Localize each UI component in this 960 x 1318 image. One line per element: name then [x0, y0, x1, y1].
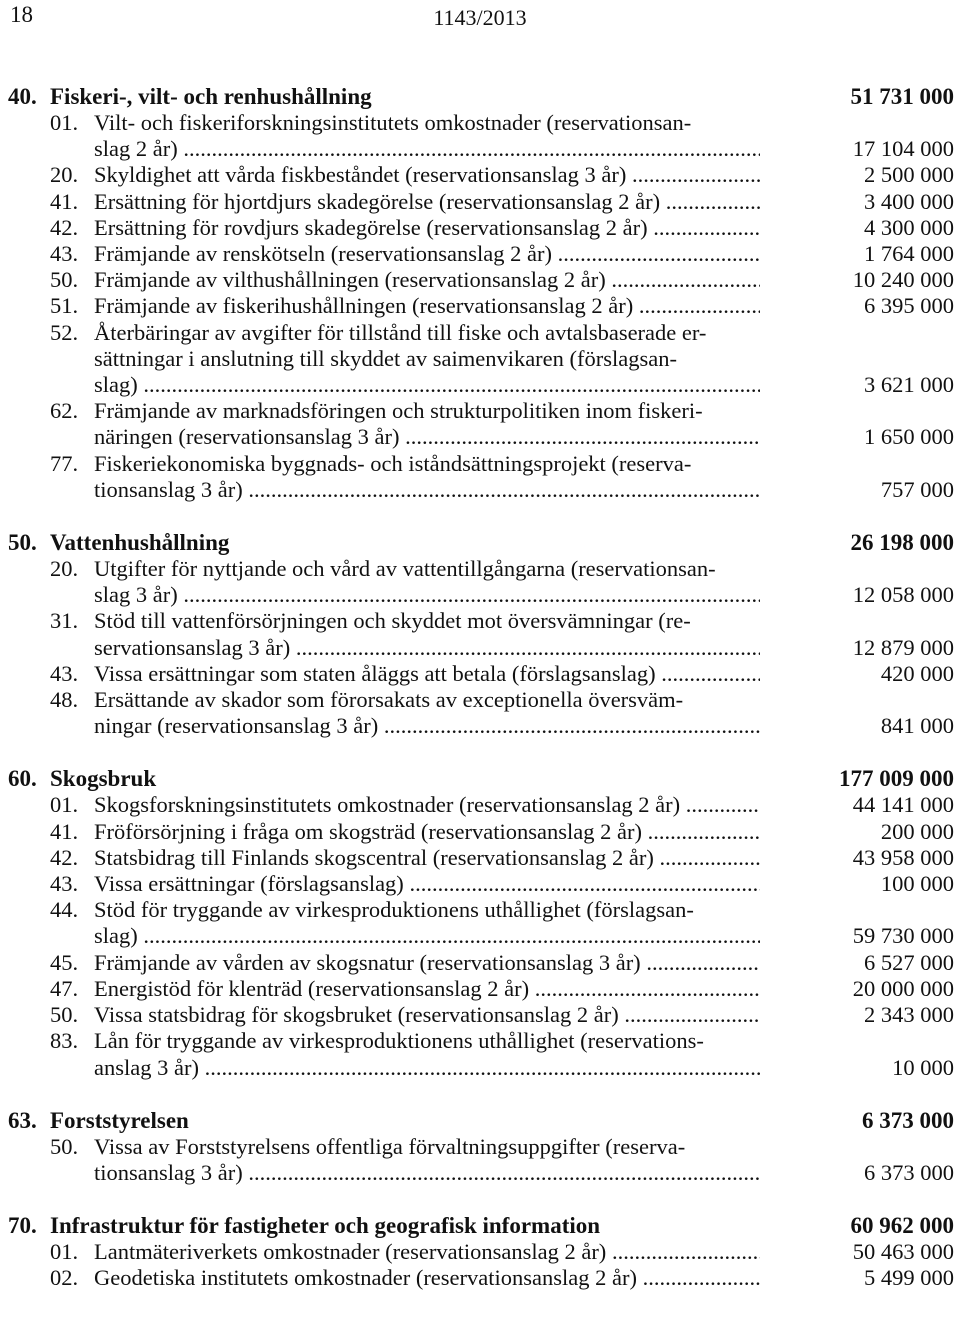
item-number: 20. [50, 556, 79, 582]
section-number: 40. [8, 84, 37, 109]
budget-item [0, 1239, 960, 1265]
budget-item [0, 320, 960, 399]
item-text-line: Vissa ersättningar som staten åläggs att betala (förslagsanslag) ..... [94, 661, 760, 687]
section-amount: 177 009 000 [839, 766, 954, 792]
item-text-line: Vissa statsbidrag för skogsbruket (reservationsanslag 2 år) ..... [94, 1002, 760, 1028]
section-amount: 60 962 000 [850, 1213, 954, 1239]
budget-item [0, 661, 960, 687]
budget-item [0, 1002, 960, 1028]
item-number: 47. [50, 975, 79, 1001]
item-amount: 200 000 [880, 818, 954, 844]
item-amount: 757 000 [880, 476, 954, 502]
budget-item [0, 792, 960, 818]
item-amount: 420 000 [880, 660, 954, 686]
item-number: 51. [50, 293, 79, 319]
item-text-line: Stöd till vattenförsörjningen och skyddet mot översvämningar (re- [94, 608, 691, 634]
budget-item [0, 1134, 960, 1186]
budget-item [0, 845, 960, 871]
item-number: 43. [50, 241, 79, 267]
item-text-line: sättningar i anslutning till skyddet av saimenvikaren (förslagsan- [94, 345, 677, 371]
item-number: 77. [50, 450, 79, 476]
document-id: 1143/2013 [433, 5, 527, 30]
budget-item [0, 1028, 960, 1080]
item-text-line: slag 3 år) ..... [94, 582, 760, 608]
item-amount: 12 058 000 [852, 582, 954, 608]
budget-item [0, 687, 960, 739]
section-number: 63. [8, 1107, 37, 1133]
item-text-line: Vissa av Forststyrelsens offentliga förvaltningsuppgifter (reserva- [94, 1133, 686, 1159]
item-text-line: Statsbidrag till Finlands skogscentral (reservationsanslag 2 år) ..... [94, 845, 760, 871]
item-text-line: anslag 3 år) ..... [94, 1055, 760, 1081]
budget-item [0, 241, 960, 267]
section-title: Vattenhushållning [50, 530, 230, 556]
section-number: 70. [8, 1213, 37, 1239]
item-text-line: Lantmäteriverkets omkostnader (reservationsanslag 2 år) ..... [94, 1239, 760, 1265]
budget-item [0, 398, 960, 450]
item-number: 42. [50, 214, 79, 240]
budget-list [0, 83, 960, 1318]
item-text-line: Vissa ersättningar (förslagsanslag) ..... [94, 871, 760, 897]
item-text-line: Lån för tryggande av virkesproduktionens uthållighet (reservations- [94, 1028, 704, 1054]
item-amount: 43 958 000 [852, 844, 954, 870]
budget-section [0, 765, 960, 1080]
item-text-line: Främjande av fiskerihushållningen (reservationsanslag 2 år) ..... [94, 293, 760, 319]
section-number: 60. [8, 766, 37, 792]
item-text-line: Ersättning för rovdjurs skadegörelse (reservationsanslag 2 år) ..... [94, 215, 760, 241]
item-number: 01. [50, 1239, 79, 1265]
section-heading [0, 765, 960, 792]
budget-section [0, 1212, 960, 1291]
item-amount: 10 000 [892, 1054, 954, 1080]
item-text-line: näringen (reservationsanslag 3 år) ..... [94, 424, 760, 450]
item-text-line: Geodetiska institutets omkostnader (reservationsanslag 2 år) ..... [94, 1265, 760, 1291]
budget-item [0, 950, 960, 976]
page-number: 18 [10, 2, 33, 27]
page-header [0, 0, 960, 40]
item-text-line: Vilt- och fiskeriforskningsinstitutets omkostnader (reservationsan- [94, 110, 692, 135]
item-number: 43. [50, 660, 79, 686]
item-text-line: ningar (reservationsanslag 3 år) ..... [94, 713, 760, 739]
section-amount: 26 198 000 [850, 530, 954, 556]
item-amount: 17 104 000 [852, 136, 954, 162]
item-amount: 3 621 000 [864, 372, 954, 398]
item-text-line: slag 2 år) ..... [94, 136, 760, 162]
budget-item [0, 451, 960, 503]
item-text-line: Främjande av renskötseln (reservationsanslag 2 år) ..... [94, 241, 760, 267]
item-text-line: Utgifter för nyttjande och vård av vattentillgångarna (reservationsan- [94, 556, 716, 582]
budget-section [0, 529, 960, 739]
item-amount: 10 240 000 [852, 267, 954, 293]
item-text-line: Främjande av vilthushållningen (reservationsanslag 2 år) ..... [94, 267, 760, 293]
item-amount: 5 499 000 [864, 1265, 954, 1291]
budget-item [0, 1265, 960, 1291]
budget-item [0, 976, 960, 1002]
item-text-line: tionsanslag 3 år) ..... [94, 1160, 760, 1186]
budget-item [0, 556, 960, 608]
item-text-line: Fröförsörjning i fråga om skogsträd (reservationsanslag 2 år) ..... [94, 819, 760, 845]
item-text-line: Ersättning för hjortdjurs skadegörelse (reservationsanslag 2 år) ..... [94, 189, 760, 215]
section-title: Infrastruktur för fastigheter och geografisk information [50, 1213, 601, 1239]
item-number: 62. [50, 398, 79, 424]
budget-item [0, 608, 960, 660]
section-heading [0, 1212, 960, 1239]
item-amount: 6 395 000 [864, 293, 954, 319]
item-number: 43. [50, 871, 79, 897]
item-amount: 1 764 000 [864, 241, 954, 267]
budget-item [0, 110, 960, 162]
item-number: 48. [50, 687, 79, 713]
item-number: 45. [50, 949, 79, 975]
item-number: 31. [50, 608, 79, 634]
item-number: 20. [50, 162, 79, 188]
item-number: 41. [50, 188, 79, 214]
item-number: 50. [50, 267, 79, 293]
item-amount: 59 730 000 [852, 923, 954, 949]
item-text-line: Energistöd för klenträd (reservationsanslag 2 år) ..... [94, 976, 760, 1002]
item-number: 42. [50, 844, 79, 870]
item-text-line: slag) ..... [94, 372, 760, 398]
item-amount: 3 400 000 [864, 188, 954, 214]
item-text-line: Fiskeriekonomiska byggnads- och iståndsättningsprojekt (reserva- [94, 450, 692, 476]
item-number: 41. [50, 818, 79, 844]
item-amount: 2 343 000 [864, 1002, 954, 1028]
section-heading [0, 83, 960, 110]
item-number: 52. [50, 319, 79, 345]
budget-section [0, 1107, 960, 1186]
section-number: 50. [8, 530, 37, 556]
section-amount: 51 731 000 [850, 84, 954, 109]
item-amount: 6 527 000 [864, 949, 954, 975]
item-number: 02. [50, 1265, 79, 1291]
item-number: 50. [50, 1002, 79, 1028]
section-title: Fiskeri-, vilt- och renhushållning [50, 84, 372, 109]
section-heading [0, 1107, 960, 1134]
budget-item [0, 819, 960, 845]
section-amount: 6 373 000 [862, 1107, 954, 1133]
item-number: 44. [50, 897, 79, 923]
item-number: 83. [50, 1028, 79, 1054]
item-amount: 1 650 000 [864, 424, 954, 450]
item-text-line: Främjande av vården av skogsnatur (reservationsanslag 3 år) ..... [94, 950, 760, 976]
item-amount: 841 000 [880, 713, 954, 739]
section-heading [0, 529, 960, 556]
item-text-line: Stöd för tryggande av virkesproduktionens uthållighet (förslagsan- [94, 897, 694, 923]
item-text-line: servationsanslag 3 år) ..... [94, 635, 760, 661]
item-text-line: Ersättande av skador som förorsakats av exceptionella översväm- [94, 687, 684, 713]
item-amount: 44 141 000 [852, 792, 954, 818]
section-title: Forststyrelsen [50, 1107, 189, 1133]
budget-section [0, 83, 960, 503]
item-text-line: Skogsforskningsinstitutets omkostnader (reservationsanslag 2 år) ..... [94, 792, 760, 818]
budget-item [0, 871, 960, 897]
item-amount: 2 500 000 [864, 162, 954, 188]
item-number: 01. [50, 792, 79, 818]
item-text-line: slag) ..... [94, 923, 760, 949]
item-number: 50. [50, 1133, 79, 1159]
budget-item [0, 189, 960, 215]
item-text-line: Främjande av marknadsföringen och strukturpolitiken inom fiskeri- [94, 398, 703, 424]
budget-item [0, 293, 960, 319]
item-amount: 6 373 000 [864, 1159, 954, 1185]
budget-item [0, 162, 960, 188]
budget-item [0, 897, 960, 949]
item-text-line: tionsanslag 3 år) ..... [94, 477, 760, 503]
item-amount: 4 300 000 [864, 214, 954, 240]
item-text-line: Återbäringar av avgifter för tillstånd till fiske och avtalsbaserade er- [94, 319, 707, 345]
budget-item [0, 215, 960, 241]
item-amount: 50 463 000 [852, 1239, 954, 1265]
item-amount: 100 000 [880, 871, 954, 897]
item-text-line: Skyldighet att vårda fiskbeståndet (reservationsanslag 3 år) ..... [94, 162, 760, 188]
item-amount: 12 879 000 [852, 634, 954, 660]
item-number: 01. [50, 110, 79, 135]
section-title: Skogsbruk [50, 766, 157, 792]
budget-item [0, 267, 960, 293]
item-amount: 20 000 000 [852, 975, 954, 1001]
